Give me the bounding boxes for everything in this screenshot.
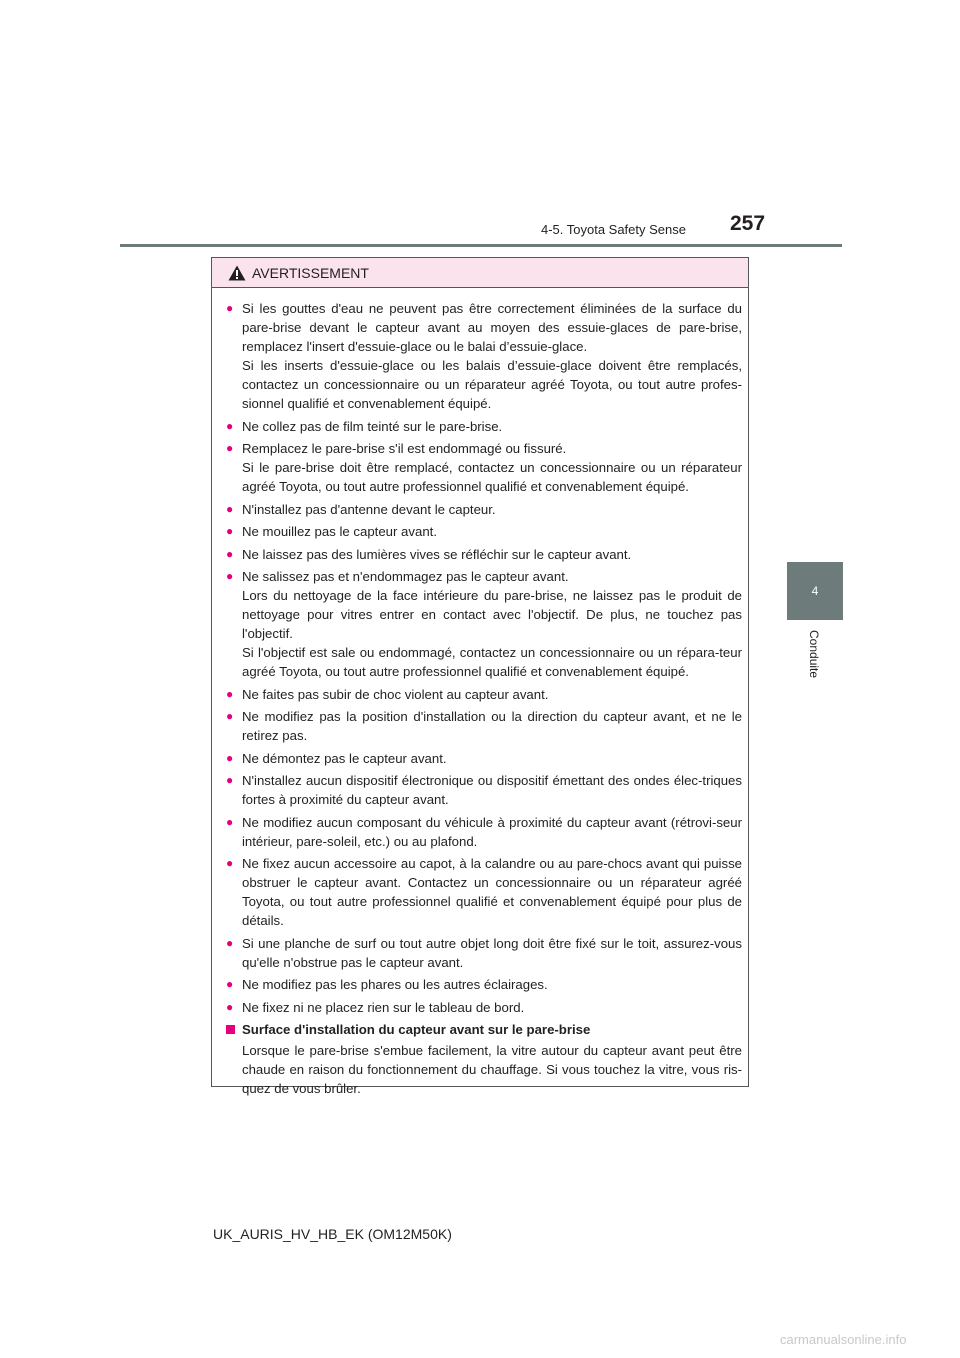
list-item-text xyxy=(242,439,742,496)
list-item-paragraph: Ne modifiez pas les phares ou les autres éclairages. xyxy=(242,977,548,992)
list-item-text xyxy=(242,771,742,809)
circle-bullet-icon: ● xyxy=(226,301,234,315)
list-item-paragraph: Ne laissez pas des lumières vives se réfléchir sur le capteur avant. xyxy=(242,546,632,562)
list-item-text xyxy=(242,707,742,745)
list-item-text xyxy=(242,685,548,704)
list-item xyxy=(226,439,742,496)
list-item-paragraph: N'installez aucun dispositif électronique ou dispositif émettant des ondes élec-triques fortes à proximité du capteur avant. xyxy=(242,773,742,807)
header-section-title: 4-5. Toyota Safety Sense xyxy=(540,222,686,237)
list-item-paragraph: Ne modifiez aucun composant du véhicule à proximité du capteur avant (rétrovi-seur intérieur, pare-soleil, etc.) ou au plafond. xyxy=(242,814,742,849)
list-item xyxy=(226,707,742,745)
circle-bullet-icon: ● xyxy=(226,569,234,583)
list-item xyxy=(226,998,742,1017)
list-item-text xyxy=(242,567,742,681)
list-item-paragraph: Ne faites pas subir de choc violent au capteur avant. xyxy=(242,686,549,702)
list-item xyxy=(226,813,742,851)
list-item xyxy=(226,567,742,681)
list-item-text xyxy=(242,854,742,930)
list-item-paragraph: Ne salissez pas et n'endommagez pas le capteur avant. xyxy=(242,569,569,584)
page-number: 257 xyxy=(730,212,766,235)
list-item xyxy=(226,545,742,564)
list-item xyxy=(226,934,742,972)
list-item-paragraph: Remplacez le pare-brise s'il est endommagé ou fissuré. xyxy=(242,441,567,456)
circle-bullet-icon: ● xyxy=(226,418,234,433)
list-item-text xyxy=(242,749,447,768)
circle-bullet-icon: ● xyxy=(226,750,234,765)
warning-items xyxy=(226,299,742,1017)
list-item-paragraph: Ne collez pas de film teinté sur le pare-brise. xyxy=(242,418,503,434)
list-item xyxy=(226,975,742,994)
warning-box xyxy=(211,257,749,1096)
circle-bullet-icon: ● xyxy=(226,773,234,787)
list-item-text xyxy=(242,975,548,994)
list-item-text xyxy=(242,813,742,851)
chapter-number: 4 xyxy=(811,584,819,598)
list-item-paragraph: Si l'objectif est sale ou endommagé, contactez un concessionnaire ou un répara-teur agréé Toyota, ou tout autre professionnel qualifié et convenablement équipé. xyxy=(242,645,742,679)
chapter-label: Conduite xyxy=(807,630,821,679)
model-code: UK_AURIS_HV_HB_EK (OM12M50K) xyxy=(213,1226,452,1242)
list-item-paragraph: Ne démontez pas le capteur avant. xyxy=(242,750,447,766)
square-bullet-icon xyxy=(226,1020,242,1039)
circle-bullet-icon: ● xyxy=(226,524,234,538)
list-item-paragraph: Ne mouillez pas le capteur avant. xyxy=(242,524,437,539)
list-item-paragraph: Si une planche de surf ou tout autre objet long doit être fixé sur le toit, assurez-vous qu'elle n'obstrue pas le capteur avant. xyxy=(242,935,742,970)
list-item xyxy=(226,771,742,809)
list-item-text xyxy=(242,545,631,564)
section-title: Surface d'installation du capteur avant sur le pare-brise xyxy=(242,1022,591,1037)
section-text: Lorsque le pare-brise s'embue facilement, la vitre autour du capteur avant peut être chaude en raison du fonctionnement du chauffage. Si vous touchez la vitre, vous ris-quez de vous brûler. xyxy=(242,1043,742,1096)
list-item-text xyxy=(242,417,502,436)
list-item-text xyxy=(242,998,524,1017)
list-item-text xyxy=(242,500,496,519)
chapter-tab[interactable] xyxy=(787,562,843,620)
list-item-paragraph: Ne fixez aucun accessoire au capot, à la calandre ou au pare-chocs avant qui puisse obstruer le capteur avant. Contactez un concessionnaire ou un réparateur agréé Toyota, ou tout autre professionnel qualifié et convenablement équipé pour plus de détails. xyxy=(242,856,742,928)
circle-bullet-icon: ● xyxy=(226,546,234,561)
circle-bullet-icon: ● xyxy=(226,977,234,991)
list-item-paragraph: Si les inserts d'essuie-glace ou les balais d’essuie-glace doivent être remplacés, contactez un concessionnaire ou un réparateur agréé Toyota, ou tout autre profes-sionnel qualifié et convenablement équipé. xyxy=(242,358,742,411)
circle-bullet-icon: ● xyxy=(226,856,234,870)
header-rule xyxy=(120,244,842,247)
list-item-paragraph: Ne fixez ni ne placez rien sur le tableau de bord. xyxy=(242,999,525,1015)
list-item xyxy=(226,749,742,768)
list-item-paragraph: Lors du nettoyage de la face intérieure du pare-brise, ne laissez pas le produit de nettoyage pour vitres entrer en contact avec l'objectif. De plus, ne touchez pas l'objectif. xyxy=(242,588,742,641)
list-item-paragraph: Si les gouttes d'eau ne peuvent pas être correctement éliminées de la surface du pare-brise devant le capteur avant au moyen des essuie-glaces de pare-brise, remplacez l'insert d'essuie-glace ou le balai d’essuie-glace. xyxy=(242,301,742,354)
warning-triangle-icon xyxy=(228,265,246,281)
list-item xyxy=(226,417,742,436)
circle-bullet-icon: ● xyxy=(226,686,234,701)
circle-bullet-icon: ● xyxy=(226,709,234,723)
list-item-paragraph: Ne modifiez pas la position d'installation ou la direction du capteur avant, et ne le retirez pas. xyxy=(242,709,742,743)
chapter-label-container xyxy=(787,622,843,692)
circle-bullet-icon: ● xyxy=(226,999,234,1014)
circle-bullet-icon: ● xyxy=(226,935,234,950)
list-item xyxy=(226,500,742,519)
list-item-text xyxy=(242,522,437,541)
list-item xyxy=(226,854,742,930)
warning-header xyxy=(212,258,748,288)
watermark[interactable]: carmanualsonline.info xyxy=(780,1332,907,1347)
circle-bullet-icon: ● xyxy=(226,501,234,516)
list-item xyxy=(226,522,742,541)
list-item-text xyxy=(242,934,742,972)
circle-bullet-icon: ● xyxy=(226,814,234,829)
section-heading xyxy=(226,1020,742,1039)
list-item-text xyxy=(242,299,742,413)
list-item-paragraph: N'installez pas d'antenne devant le capteur. xyxy=(242,501,496,517)
circle-bullet-icon: ● xyxy=(226,441,234,455)
list-item xyxy=(226,685,742,704)
list-item xyxy=(226,299,742,413)
list-item-paragraph: Si le pare-brise doit être remplacé, contactez un concessionnaire ou un réparateur agréé Toyota, ou tout autre professionnel qualifié et convenablement équipé. xyxy=(242,460,742,494)
warning-title: AVERTISSEMENT xyxy=(252,264,369,281)
warning-body xyxy=(212,288,748,1098)
